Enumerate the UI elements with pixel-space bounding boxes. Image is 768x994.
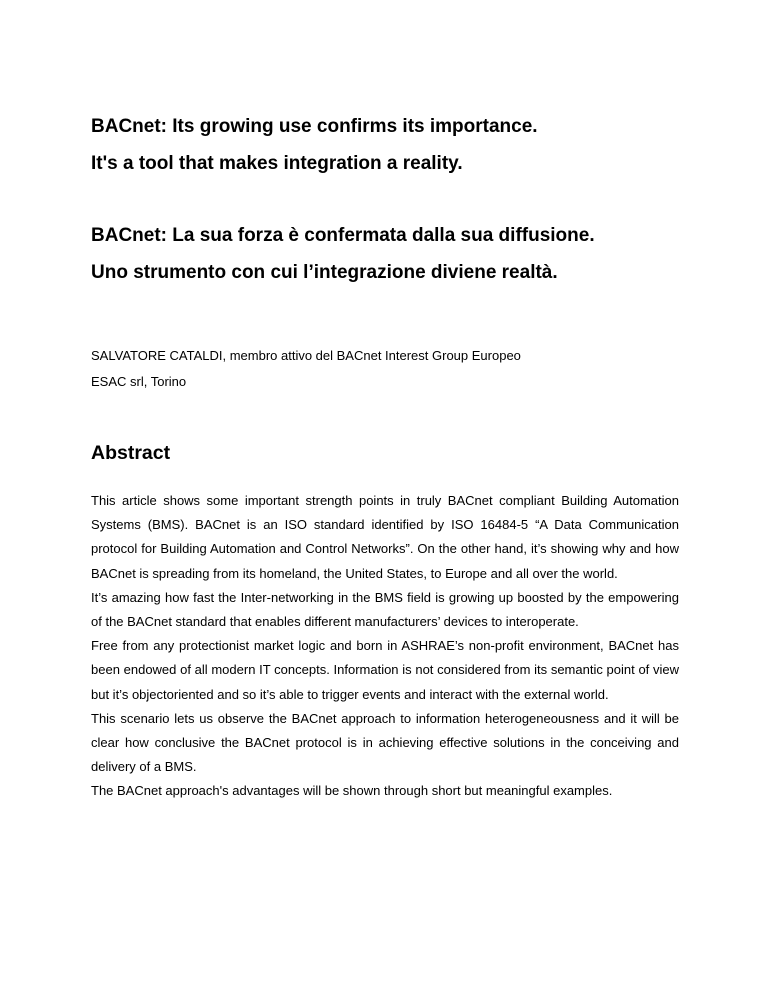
english-title xyxy=(91,108,731,182)
abstract-paragraph-5: The BACnet approach's advantages will be shown through short but meaningful examples. xyxy=(91,783,613,799)
english-title-line-1: BACnet: Its growing use confirms its importance. xyxy=(91,116,538,137)
abstract-paragraph-3: Free from any protectionist market logic and born in ASHRAE’s non-profit environment, BACnet has been endowed of all modern IT concepts. Information is not considered from its semantic point of view but it’s objectoriented and so it’s able to trigger events and interact with the external world. xyxy=(91,638,679,702)
abstract-paragraph-2: It’s amazing how fast the Inter-networking in the BMS field is growing up boosted by the empowering of the BACnet standard that enables different manufacturers’ devices to interoperate. xyxy=(91,589,679,630)
author-name: SALVATORE CATALDI, membro attivo del BACnet Interest Group Europeo xyxy=(91,348,521,363)
author-affiliation: ESAC srl, Torino xyxy=(91,374,187,389)
abstract-body xyxy=(91,489,679,804)
abstract-paragraph-1: This article shows some important strength points in truly BACnet compliant Building Automation Systems (BMS). BACnet is an ISO standard identified by ISO 16484-5 “A Data Communication protocol for Building Automation and Control Networks”. On the other hand, it’s showing why and how BACnet is spreading from its homeland, the United States, to Europe and all over the world. xyxy=(91,493,679,581)
italian-title-line-1: BACnet: La sua forza è confermata dalla sua diffusione. xyxy=(91,225,595,246)
english-title-line-2: It's a tool that makes integration a reality. xyxy=(91,153,463,174)
italian-title-line-2: Uno strumento con cui l’integrazione diviene realtà. xyxy=(91,262,558,283)
abstract-heading: Abstract xyxy=(91,442,171,464)
italian-title xyxy=(91,217,731,291)
author-block xyxy=(91,343,731,395)
abstract-paragraph-4: This scenario lets us observe the BACnet approach to information heterogeneousness and it will be clear how conclusive the BACnet protocol is in achieving effective solutions in the conceiving and delivery of a BMS. xyxy=(91,710,679,775)
